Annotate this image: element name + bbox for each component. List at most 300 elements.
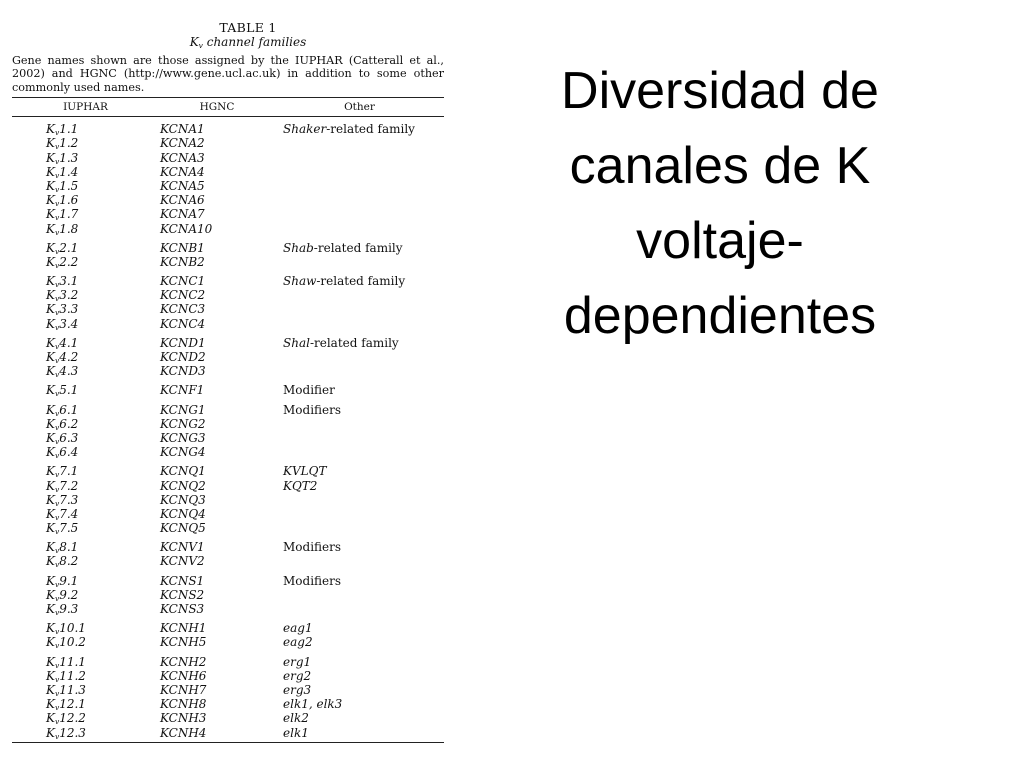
- kv-channel-table: [12, 20, 444, 743]
- table-bottom-rule: [12, 742, 444, 743]
- other-italic: elk1, elk3: [283, 697, 343, 712]
- iuphar-cell: [46, 431, 160, 445]
- title-line-3: voltaje-: [636, 212, 804, 270]
- other-cell: [283, 683, 444, 697]
- kv-k: K: [46, 254, 55, 269]
- table-row-group: [12, 269, 444, 331]
- kv-k: K: [46, 635, 55, 650]
- table-row: [12, 683, 444, 697]
- iuphar-cell: [46, 350, 160, 364]
- kv-sub: v: [54, 308, 60, 318]
- other-cell: [283, 302, 444, 316]
- iuphar-number: 9.1: [59, 573, 79, 588]
- hgnc-cell: KCNA3: [160, 150, 205, 165]
- table-row: [12, 417, 444, 431]
- kv-sub: v: [54, 512, 60, 522]
- kv-k: K: [46, 402, 55, 417]
- iuphar-number: 6.1: [59, 402, 79, 417]
- iuphar-cell: [46, 255, 160, 269]
- other-text: -related family: [326, 122, 415, 137]
- other-cell: [283, 403, 444, 417]
- kv-sub: v: [54, 370, 60, 380]
- hgnc-cell: KCNA4: [160, 164, 205, 179]
- iuphar-cell: [46, 222, 160, 236]
- iuphar-cell: [46, 726, 160, 740]
- kv-k: K: [46, 274, 55, 289]
- table-row-group: [12, 569, 444, 617]
- kv-sub: v: [54, 527, 60, 537]
- table-row: [12, 655, 444, 669]
- hgnc-cell: KCNV2: [160, 554, 205, 569]
- title-line-2: canales de K: [569, 137, 871, 195]
- kv-sub: v: [54, 688, 60, 698]
- iuphar-cell: [46, 464, 160, 478]
- other-cell: [283, 588, 444, 602]
- kv-sub: v: [54, 560, 60, 570]
- table-row: [12, 493, 444, 507]
- other-cell: [283, 697, 444, 711]
- iuphar-number: 3.2: [59, 288, 79, 303]
- table-row-group: [12, 616, 444, 649]
- iuphar-cell: [46, 317, 160, 331]
- table-row-group: [12, 459, 444, 535]
- other-cell: [283, 711, 444, 725]
- other-italic: Shaw: [283, 274, 317, 289]
- table-row: [12, 697, 444, 711]
- other-cell: [283, 350, 444, 364]
- other-cell: [283, 255, 444, 269]
- other-cell: [283, 274, 444, 288]
- kv-k: K: [46, 587, 55, 602]
- other-cell: [283, 493, 444, 507]
- hgnc-cell: KCNS1: [160, 573, 205, 588]
- iuphar-number: 12.1: [59, 697, 86, 712]
- subtitle-k: K: [189, 35, 199, 49]
- table-row: [12, 122, 444, 136]
- other-italic: erg2: [283, 668, 312, 683]
- table-row: [12, 207, 444, 221]
- iuphar-cell: [46, 683, 160, 697]
- iuphar-number: 12.3: [59, 725, 86, 740]
- hgnc-cell: KCNG4: [160, 445, 206, 460]
- table-row-group: [12, 378, 444, 397]
- kv-k: K: [46, 430, 55, 445]
- iuphar-cell: [46, 364, 160, 378]
- other-cell: [283, 726, 444, 740]
- iuphar-number: 7.3: [59, 492, 79, 507]
- kv-k: K: [46, 478, 55, 493]
- other-italic: elk2: [283, 711, 309, 726]
- iuphar-number: 9.2: [59, 587, 79, 602]
- other-italic: Shab: [283, 240, 314, 255]
- kv-k: K: [46, 350, 55, 365]
- iuphar-cell: [46, 479, 160, 493]
- table-row: [12, 574, 444, 588]
- other-cell: [283, 288, 444, 302]
- iuphar-cell: [46, 302, 160, 316]
- kv-k: K: [46, 178, 55, 193]
- iuphar-cell: [46, 288, 160, 302]
- iuphar-number: 11.3: [59, 682, 86, 697]
- table-row: [12, 431, 444, 445]
- iuphar-cell: [46, 554, 160, 568]
- table-row: [12, 602, 444, 616]
- kv-k: K: [46, 416, 55, 431]
- other-cell: [283, 179, 444, 193]
- table-row-group: [12, 117, 444, 236]
- iuphar-number: 3.1: [59, 274, 79, 289]
- header-iuphar: IUPHAR: [63, 101, 108, 114]
- iuphar-cell: [46, 336, 160, 350]
- iuphar-cell: [46, 621, 160, 635]
- kv-sub: v: [54, 484, 60, 494]
- other-italic: erg1: [283, 654, 312, 669]
- iuphar-cell: [46, 445, 160, 459]
- kv-sub: v: [54, 408, 60, 418]
- iuphar-number: 4.1: [59, 335, 79, 350]
- kv-k: K: [46, 136, 55, 151]
- other-text: Modifier: [283, 383, 335, 398]
- table-row: [12, 350, 444, 364]
- table-row: [12, 479, 444, 493]
- iuphar-cell: [46, 588, 160, 602]
- iuphar-number: 11.2: [59, 668, 86, 683]
- iuphar-number: 5.1: [59, 383, 79, 398]
- other-cell: [283, 602, 444, 616]
- other-italic: elk1: [283, 725, 309, 740]
- iuphar-number: 7.4: [59, 506, 79, 521]
- kv-k: K: [46, 668, 55, 683]
- iuphar-cell: [46, 151, 160, 165]
- kv-k: K: [46, 316, 55, 331]
- iuphar-cell: [46, 574, 160, 588]
- hgnc-cell: KCNA1: [160, 122, 205, 137]
- other-cell: [283, 165, 444, 179]
- header-other: Other: [344, 101, 375, 114]
- table-row: [12, 669, 444, 683]
- kv-k: K: [46, 725, 55, 740]
- kv-sub: v: [54, 593, 60, 603]
- table-row-group: [12, 331, 444, 379]
- table-row: [12, 507, 444, 521]
- iuphar-number: 6.3: [59, 430, 79, 445]
- table-row: [12, 445, 444, 459]
- table-row-group: [12, 650, 444, 740]
- table-row: [12, 288, 444, 302]
- table-row: [12, 336, 444, 350]
- hgnc-cell: KCNC4: [160, 316, 206, 331]
- kv-sub: v: [54, 156, 60, 166]
- iuphar-number: 6.4: [59, 445, 79, 460]
- iuphar-cell: [46, 655, 160, 669]
- hgnc-cell: KCNB2: [160, 254, 205, 269]
- kv-sub: v: [54, 128, 60, 138]
- kv-sub: v: [54, 213, 60, 223]
- hgnc-cell: KCNH3: [160, 711, 207, 726]
- kv-sub: v: [54, 674, 60, 684]
- kv-k: K: [46, 193, 55, 208]
- kv-sub: v: [54, 199, 60, 209]
- table-row: [12, 317, 444, 331]
- other-text: Modifiers: [283, 402, 342, 417]
- kv-k: K: [46, 288, 55, 303]
- iuphar-number: 12.2: [59, 711, 86, 726]
- table-header-row: [12, 98, 444, 116]
- hgnc-cell: KCNA10: [160, 221, 213, 236]
- table-row-group: [12, 535, 444, 568]
- kv-k: K: [46, 445, 55, 460]
- other-cell: [283, 207, 444, 221]
- kv-sub: v: [54, 389, 60, 399]
- kv-sub: v: [54, 260, 60, 270]
- hgnc-cell: KCNH7: [160, 682, 207, 697]
- hgnc-cell: KCNQ3: [160, 492, 206, 507]
- kv-sub: v: [54, 731, 60, 741]
- other-cell: [283, 669, 444, 683]
- hgnc-cell: KCNC1: [160, 274, 206, 289]
- table-row: [12, 136, 444, 150]
- table-row-group: [12, 398, 444, 460]
- other-cell: [283, 364, 444, 378]
- table-row: [12, 193, 444, 207]
- iuphar-cell: [46, 711, 160, 725]
- iuphar-number: 1.6: [59, 193, 79, 208]
- hgnc-cell: KCNH6: [160, 668, 207, 683]
- kv-sub: v: [54, 170, 60, 180]
- other-cell: [283, 507, 444, 521]
- hgnc-cell: KCND1: [160, 335, 206, 350]
- table-row: [12, 151, 444, 165]
- kv-k: K: [46, 335, 55, 350]
- iuphar-cell: [46, 274, 160, 288]
- iuphar-cell: [46, 136, 160, 150]
- kv-k: K: [46, 554, 55, 569]
- iuphar-cell: [46, 493, 160, 507]
- iuphar-cell: [46, 540, 160, 554]
- subtitle-rest: channel families: [202, 35, 307, 49]
- kv-k: K: [46, 506, 55, 521]
- hgnc-cell: KCNQ1: [160, 464, 206, 479]
- other-cell: [283, 574, 444, 588]
- iuphar-cell: [46, 165, 160, 179]
- other-cell: [283, 635, 444, 649]
- other-cell: [283, 222, 444, 236]
- other-cell: [283, 431, 444, 445]
- table-subtitle: [52, 35, 444, 53]
- table-row: [12, 726, 444, 740]
- other-cell: [283, 383, 444, 397]
- other-cell: [283, 479, 444, 493]
- kv-sub: v: [54, 608, 60, 618]
- other-italic: Shal: [283, 335, 310, 350]
- kv-k: K: [46, 697, 55, 712]
- table-row: [12, 464, 444, 478]
- hgnc-cell: KCNA7: [160, 207, 205, 222]
- other-italic: eag2: [283, 635, 313, 650]
- slide-title: [500, 54, 940, 354]
- kv-k: K: [46, 621, 55, 636]
- iuphar-number: 9.3: [59, 602, 79, 617]
- iuphar-cell: [46, 635, 160, 649]
- hgnc-cell: KCNS2: [160, 587, 205, 602]
- hgnc-cell: KCNH4: [160, 725, 207, 740]
- kv-k: K: [46, 492, 55, 507]
- table-row: [12, 554, 444, 568]
- other-cell: [283, 317, 444, 331]
- iuphar-cell: [46, 193, 160, 207]
- kv-k: K: [46, 464, 55, 479]
- table-row: [12, 621, 444, 635]
- iuphar-cell: [46, 403, 160, 417]
- table-row: [12, 241, 444, 255]
- hgnc-cell: KCND3: [160, 364, 206, 379]
- kv-k: K: [46, 240, 55, 255]
- other-cell: [283, 336, 444, 350]
- hgnc-cell: KCNA5: [160, 178, 205, 193]
- hgnc-cell: KCNH1: [160, 621, 207, 636]
- other-cell: [283, 122, 444, 136]
- other-cell: [283, 241, 444, 255]
- other-italic: erg3: [283, 682, 312, 697]
- iuphar-cell: [46, 602, 160, 616]
- iuphar-number: 4.2: [59, 350, 79, 365]
- other-cell: [283, 655, 444, 669]
- table-row: [12, 521, 444, 535]
- other-italic: Shaker: [283, 122, 327, 137]
- table-row: [12, 222, 444, 236]
- hgnc-cell: KCND2: [160, 350, 206, 365]
- other-cell: [283, 554, 444, 568]
- table-row: [12, 540, 444, 554]
- table-body: [12, 117, 444, 740]
- table-row: [12, 179, 444, 193]
- iuphar-number: 7.5: [59, 521, 79, 536]
- iuphar-cell: [46, 417, 160, 431]
- iuphar-number: 1.8: [59, 221, 79, 236]
- table-row: [12, 635, 444, 649]
- subtitle-sub: v: [198, 41, 203, 50]
- table-caption: Gene names shown are those assigned by the IUPHAR (Catterall et al., 2002) and HGNC (http://www.gene.ucl.ac.uk) in addition to some other commonly used names.: [12, 54, 444, 94]
- iuphar-cell: [46, 122, 160, 136]
- kv-sub: v: [54, 142, 60, 152]
- other-italic: KVLQT: [283, 464, 327, 479]
- other-cell: [283, 621, 444, 635]
- kv-k: K: [46, 654, 55, 669]
- kv-sub: v: [54, 422, 60, 432]
- other-cell: [283, 417, 444, 431]
- hgnc-cell: KCNG3: [160, 430, 206, 445]
- kv-sub: v: [54, 546, 60, 556]
- other-text: -related family: [309, 335, 399, 350]
- kv-sub: v: [54, 579, 60, 589]
- kv-sub: v: [54, 246, 60, 256]
- other-cell: [283, 151, 444, 165]
- kv-k: K: [46, 164, 55, 179]
- table-row: [12, 255, 444, 269]
- iuphar-number: 7.2: [59, 478, 79, 493]
- kv-k: K: [46, 207, 55, 222]
- iuphar-cell: [46, 241, 160, 255]
- hgnc-cell: KCNC2: [160, 288, 206, 303]
- iuphar-cell: [46, 697, 160, 711]
- iuphar-number: 7.1: [59, 464, 79, 479]
- hgnc-cell: KCNQ2: [160, 478, 206, 493]
- kv-k: K: [46, 150, 55, 165]
- kv-sub: v: [54, 294, 60, 304]
- iuphar-number: 8.1: [59, 540, 79, 555]
- other-italic: KQT2: [283, 478, 318, 493]
- iuphar-number: 10.1: [59, 621, 86, 636]
- table-row-group: [12, 236, 444, 269]
- iuphar-number: 1.4: [59, 164, 79, 179]
- table-row: [12, 383, 444, 397]
- iuphar-number: 11.1: [59, 654, 86, 669]
- kv-sub: v: [54, 717, 60, 727]
- hgnc-cell: KCNA6: [160, 193, 205, 208]
- other-cell: [283, 540, 444, 554]
- kv-sub: v: [54, 356, 60, 366]
- kv-k: K: [46, 122, 55, 137]
- iuphar-number: 2.1: [59, 240, 79, 255]
- hgnc-cell: KCNG1: [160, 402, 206, 417]
- kv-sub: v: [54, 451, 60, 461]
- kv-sub: v: [54, 470, 60, 480]
- hgnc-cell: KCNS3: [160, 602, 205, 617]
- other-cell: [283, 136, 444, 150]
- kv-sub: v: [54, 280, 60, 290]
- kv-k: K: [46, 364, 55, 379]
- hgnc-cell: KCNC3: [160, 302, 206, 317]
- iuphar-cell: [46, 507, 160, 521]
- other-text: -related family: [316, 274, 406, 289]
- kv-k: K: [46, 602, 55, 617]
- hgnc-cell: KCNA2: [160, 136, 205, 151]
- iuphar-cell: [46, 383, 160, 397]
- table-row: [12, 403, 444, 417]
- iuphar-number: 3.4: [59, 316, 79, 331]
- kv-k: K: [46, 383, 55, 398]
- hgnc-cell: KCNH2: [160, 654, 207, 669]
- kv-k: K: [46, 682, 55, 697]
- kv-sub: v: [54, 322, 60, 332]
- iuphar-cell: [46, 207, 160, 221]
- iuphar-cell: [46, 669, 160, 683]
- kv-sub: v: [54, 341, 60, 351]
- other-text: Modifiers: [283, 573, 342, 588]
- table-row: [12, 711, 444, 725]
- title-line-4: dependientes: [563, 287, 877, 345]
- hgnc-cell: KCNH8: [160, 697, 207, 712]
- hgnc-cell: KCNH5: [160, 635, 207, 650]
- hgnc-cell: KCNQ4: [160, 506, 206, 521]
- hgnc-cell: KCNV1: [160, 540, 205, 555]
- iuphar-number: 10.2: [59, 635, 86, 650]
- iuphar-number: 8.2: [59, 554, 79, 569]
- table-title: TABLE 1: [219, 20, 277, 35]
- other-italic: eag1: [283, 621, 313, 636]
- iuphar-number: 1.2: [59, 136, 79, 151]
- kv-sub: v: [54, 641, 60, 651]
- kv-k: K: [46, 540, 55, 555]
- kv-sub: v: [54, 627, 60, 637]
- hgnc-cell: KCNQ5: [160, 521, 206, 536]
- hgnc-cell: KCNF1: [160, 383, 205, 398]
- table-row: [12, 302, 444, 316]
- iuphar-number: 6.2: [59, 416, 79, 431]
- iuphar-number: 1.3: [59, 150, 79, 165]
- kv-k: K: [46, 221, 55, 236]
- table-row: [12, 588, 444, 602]
